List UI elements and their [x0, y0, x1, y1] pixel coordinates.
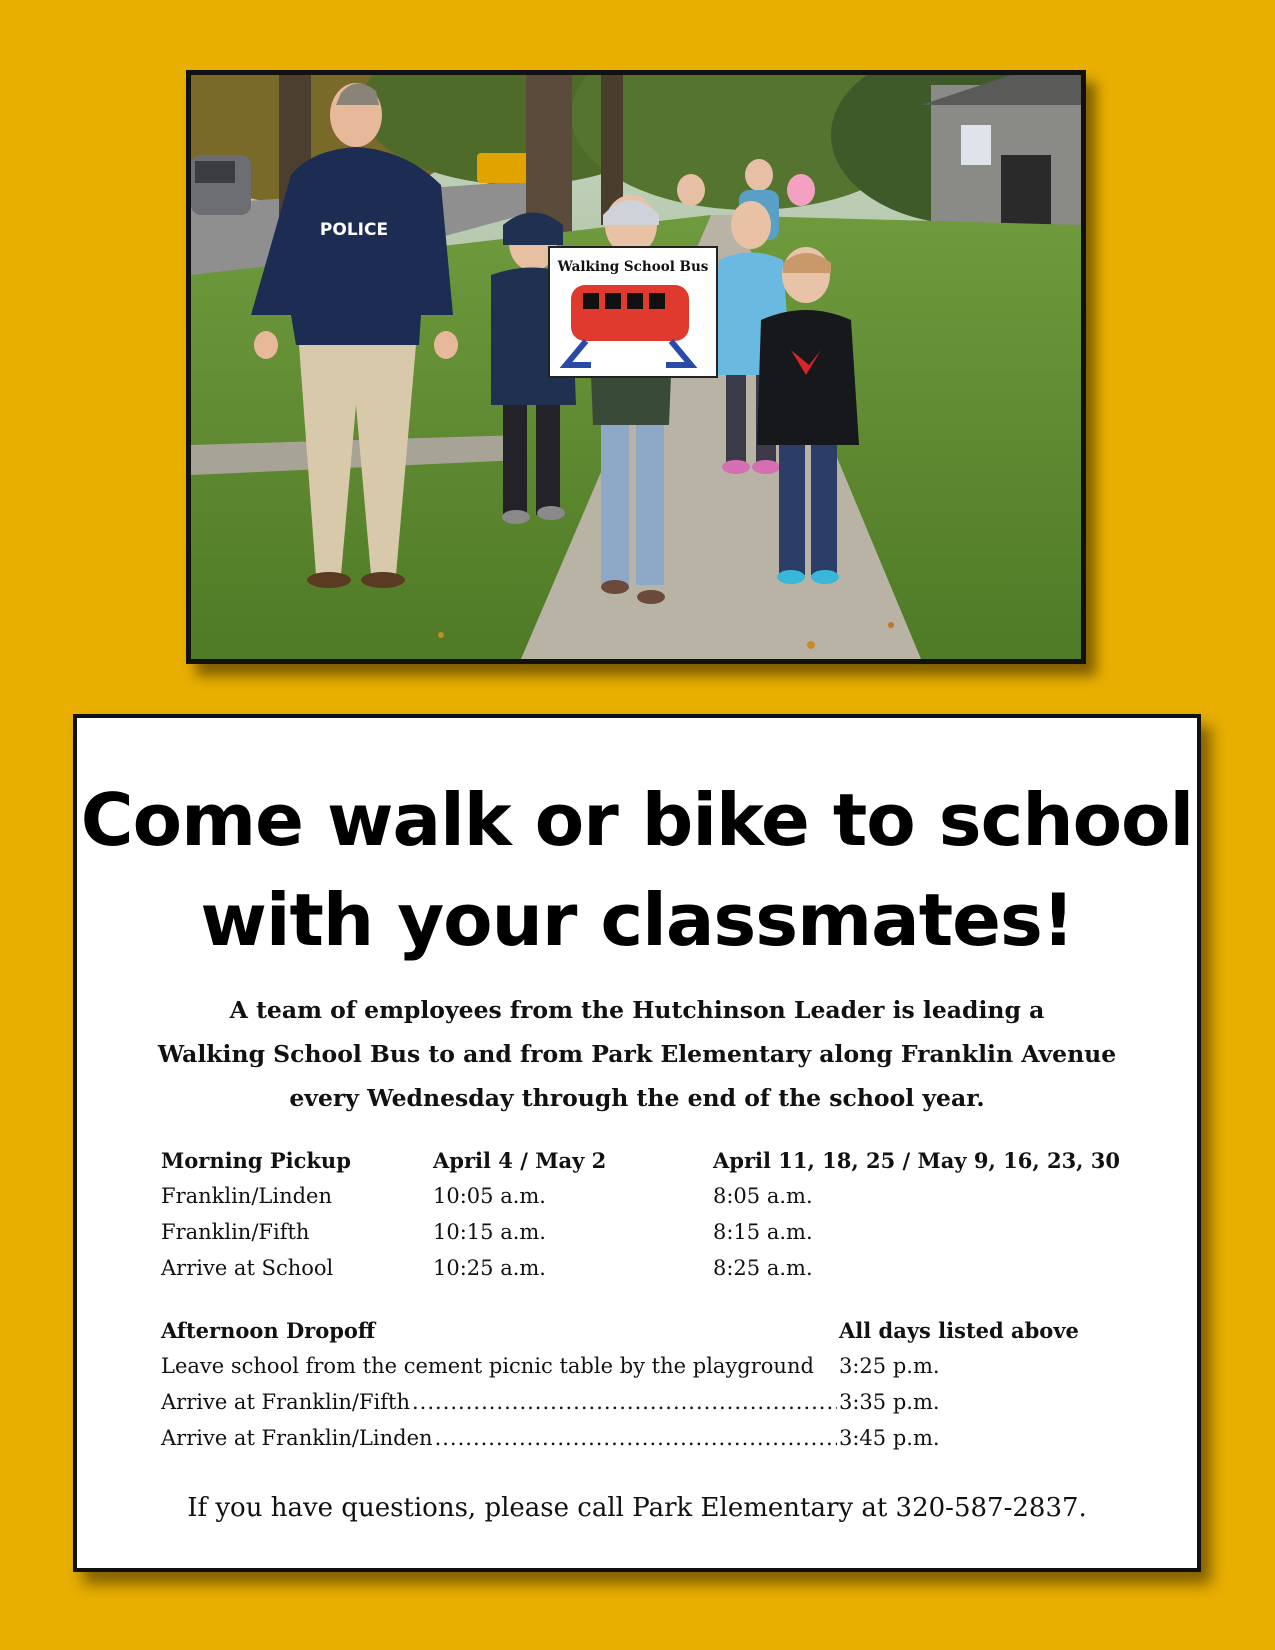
afternoon-stop: Arrive at Franklin/Linden: [161, 1426, 433, 1450]
afternoon-stop: Leave school from the cement picnic table by the playground: [161, 1354, 814, 1378]
jacket-text: POLICE: [319, 220, 389, 240]
morning-col1-header: April 4 / May 2: [433, 1148, 607, 1173]
morning-col2-header: April 11, 18, 25 / May 9, 16, 23, 30: [713, 1148, 1121, 1173]
afternoon-header: Afternoon Dropoff: [161, 1318, 376, 1343]
dot-leader: [161, 1390, 837, 1414]
afternoon-col-header: All days listed above: [839, 1318, 1079, 1343]
morning-stop: Arrive at School: [161, 1256, 334, 1280]
afternoon-time: 3:45 p.m.: [839, 1426, 940, 1450]
intro-line-2: Walking School Bus to and from Park Elementary along Franklin Avenue: [157, 1040, 1117, 1068]
headline: [77, 770, 1197, 970]
morning-header: Morning Pickup: [161, 1148, 351, 1173]
morning-time-2: 8:15 a.m.: [713, 1220, 813, 1244]
intro-line-1: A team of employees from the Hutchinson Leader is leading a: [229, 996, 1045, 1024]
morning-stop: Franklin/Linden: [161, 1184, 332, 1208]
intro-line-3: every Wednesday through the end of the school year.: [289, 1084, 985, 1112]
morning-time-2: 8:05 a.m.: [713, 1184, 813, 1208]
afternoon-time: 3:35 p.m.: [839, 1390, 940, 1414]
afternoon-stop: Arrive at Franklin/Fifth: [161, 1390, 410, 1414]
headline-line-2: with your classmates!: [200, 878, 1074, 962]
photo-illustration: [191, 75, 1081, 659]
morning-time-1: 10:25 a.m.: [433, 1256, 546, 1280]
morning-time-1: 10:15 a.m.: [433, 1220, 546, 1244]
morning-time-1: 10:05 a.m.: [433, 1184, 546, 1208]
flyer-card: [73, 714, 1201, 1572]
walking-school-bus-photo: [186, 70, 1086, 664]
morning-time-2: 8:25 a.m.: [713, 1256, 813, 1280]
afternoon-time: 3:25 p.m.: [839, 1354, 940, 1378]
intro-paragraph: [77, 988, 1197, 1120]
headline-line-1: Come walk or bike to school: [80, 778, 1194, 862]
contact-line: If you have questions, please call Park Elementary at 320-587-2837.: [187, 1493, 1087, 1523]
morning-stop: Franklin/Fifth: [161, 1220, 310, 1244]
sign-text: Walking School Bus: [557, 259, 709, 275]
dot-leader: [161, 1426, 837, 1450]
